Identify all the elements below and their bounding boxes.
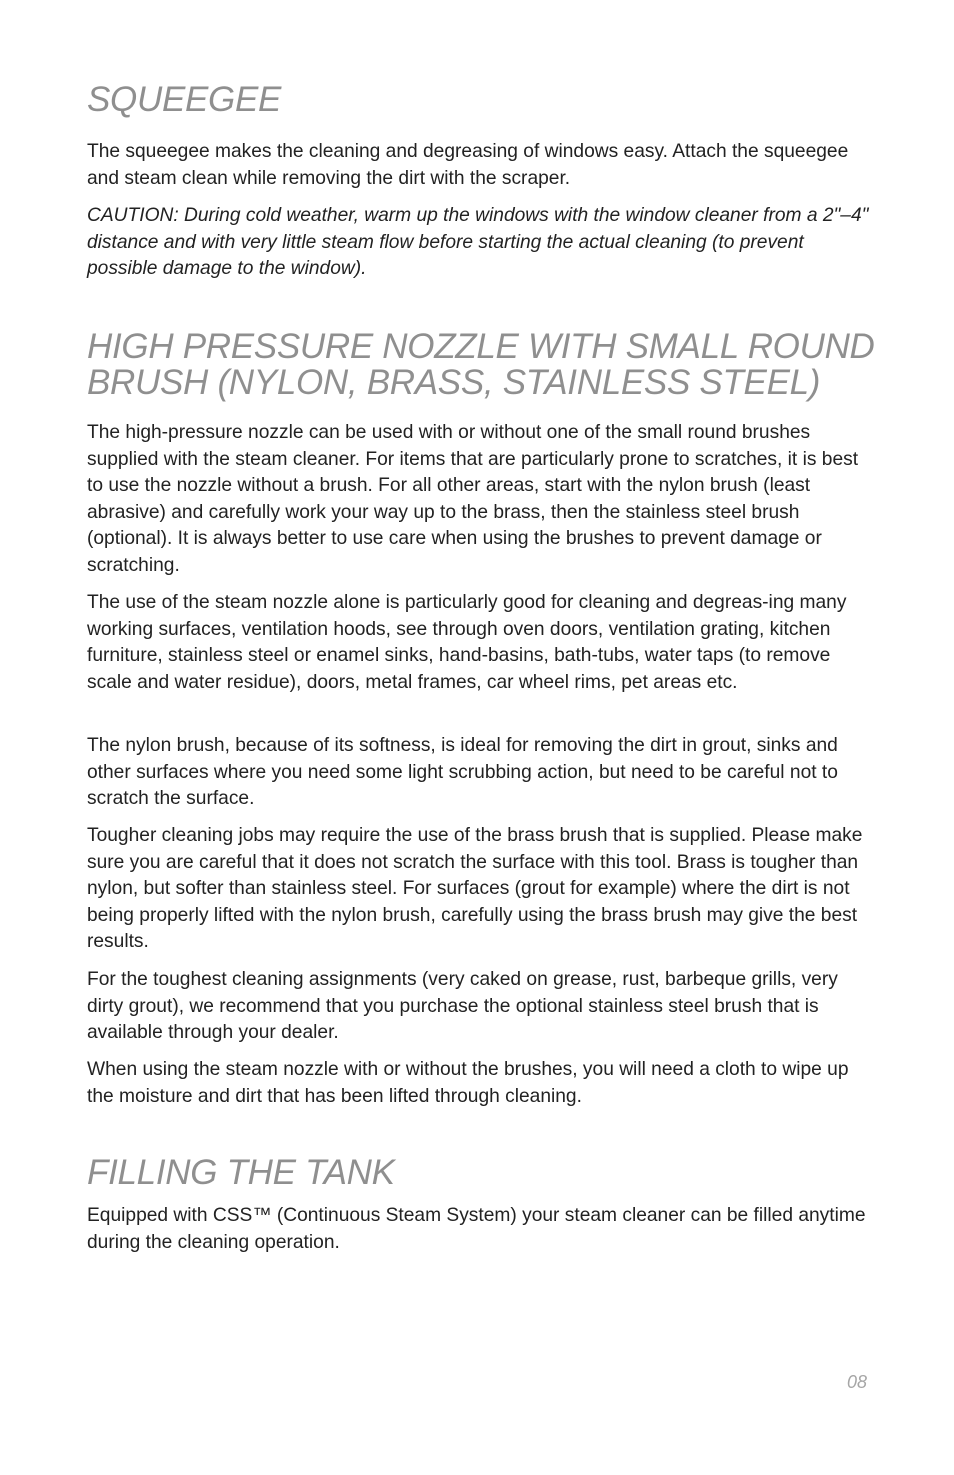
nozzle-paragraph-4: Tougher cleaning jobs may require the use of the brass brush that is supplied. Please make sure you are careful that it does not scratch the surface with this tool. Brass is tougher than nylon, but softer than stainless steel. For surfaces (grout for example) where the dirt is not being properly lifted with the nylon brush, carefully using the brass brush may give the best results. [87, 825, 863, 952]
squeegee-caution-text: CAUTION: During cold weather, warm up the windows with the window cleaner from a 2"–4" distance and with very little steam flow before starting the actual cleaning (to prevent possible damage to the window). [87, 205, 869, 279]
nozzle-paragraph-3: The nylon brush, because of its softness, is ideal for removing the dirt in grout, sinks and other surfaces where you need some light scrubbing action, but need to be careful not to scratch the surface. [87, 735, 838, 809]
tank-paragraph: Equipped with CSS™ (Continuous Steam System) your steam cleaner can be filled anytime during the cleaning operation. [87, 1205, 866, 1253]
page-number: 08 [846, 1372, 867, 1392]
squeegee-paragraph: The squeegee makes the cleaning and degreasing of windows easy. Attach the squeegee and steam clean while removing the dirt with the scraper. [87, 141, 849, 189]
nozzle-paragraph-5: For the toughest cleaning assignments (very caked on grease, rust, barbeque grills, very dirty grout), we recommend that you purchase the optional stainless steel brush that is available through your dealer. [87, 969, 838, 1043]
nozzle-paragraph-6: When using the steam nozzle with or without the brushes, you will need a cloth to wipe up the moisture and dirt that has been lifted through cleaning. [87, 1059, 849, 1107]
section-heading-tank: FILLING THE TANK [87, 1153, 395, 1192]
section-heading-nozzle: HIGH PRESSURE NOZZLE WITH SMALL ROUND BRUSH (NYLON, BRASS, STAINLESS STEEL) [87, 327, 875, 402]
nozzle-paragraph-1: The high-pressure nozzle can be used with or without one of the small round brushes supplied with the steam cleaner. For items that are particularly prone to scratches, it is best to use the nozzle without a brush. For all other areas, start with the nylon brush (least abrasive) and carefully work your way up to the brass, then the stainless steel brush (optional). It is always better to use care when using the brushes to prevent damage or scratching. [87, 422, 859, 576]
nozzle-paragraph-2: The use of the steam nozzle alone is particularly good for cleaning and degreas-ing many working surfaces, ventilation hoods, see through oven doors, ventilation grating, kitchen furniture, stainless steel or enamel sinks, hand-basins, bath-tubs, water taps (to remove scale and water residue), doors, metal frames, car wheel rims, pet areas etc. [87, 592, 847, 693]
section-heading-squeegee: SQUEEGEE [87, 80, 282, 119]
